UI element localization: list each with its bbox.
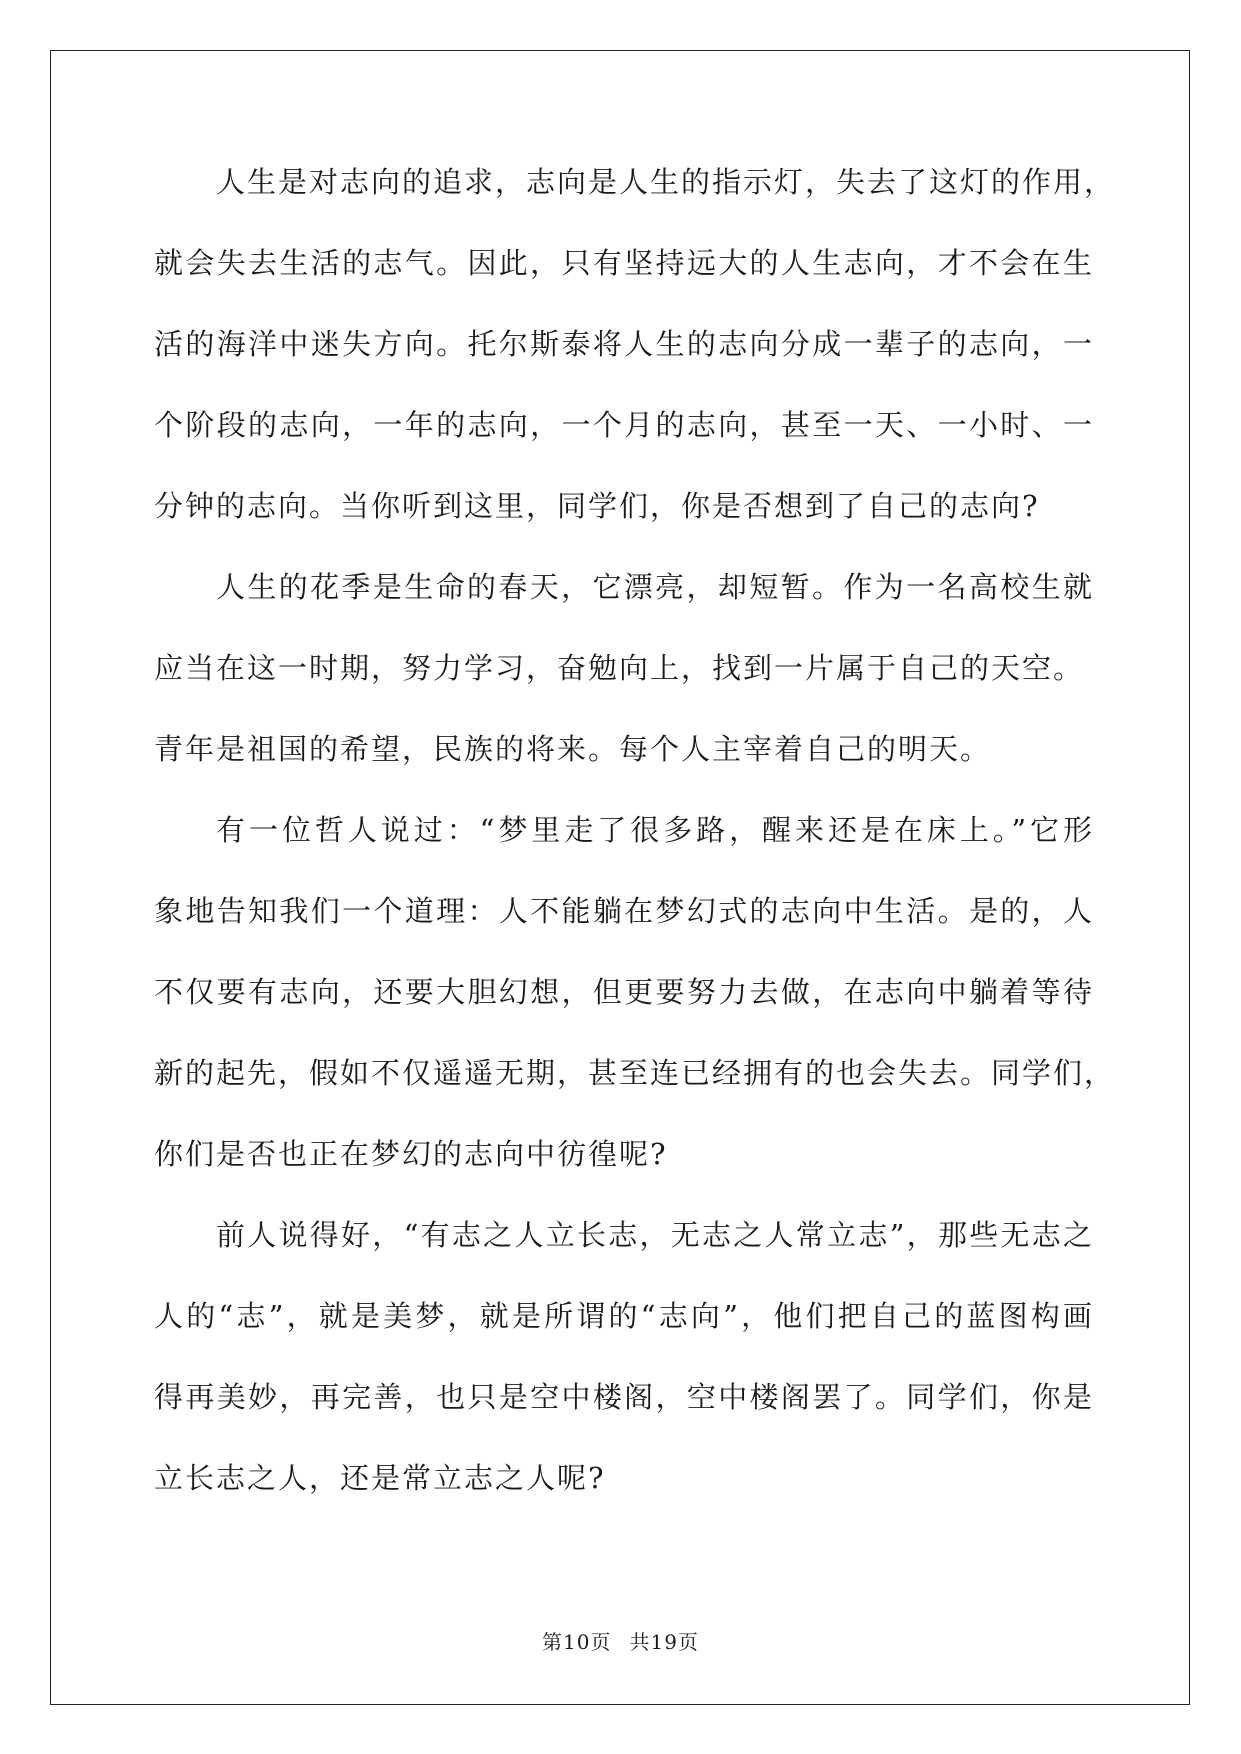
- paragraph-1-line-1: 人生是对志向的追求，志向是人生的指示灯，失去了这灯的作用，: [216, 165, 1116, 199]
- paragraph-3-line-2: 象地告知我们一个道理：人不能躺在梦幻式的志向中生活。是的，人: [154, 894, 1094, 928]
- paragraph-1-line-2: 就会失去生活的志气。因此，只有坚持远大的人生志向，才不会在生: [154, 246, 1094, 280]
- paragraph-3-line-4: 新的起先，假如不仅遥遥无期，甚至连已经拥有的也会失去。同学们，: [154, 1056, 1116, 1090]
- paragraph-4-line-2: 人的“志”，就是美梦，就是所谓的“志向”，他们把自己的蓝图构画: [154, 1299, 1094, 1333]
- document-body: [154, 165, 1116, 1545]
- page-number-current: 第10页: [542, 1630, 612, 1654]
- paragraph-1-line-5: 分钟的志向。当你听到这里，同学们，你是否想到了自己的志向?: [154, 489, 1040, 523]
- paragraph-3-line-3: 不仅要有志向，还要大胆幻想，但更要努力去做，在志向中躺着等待: [154, 975, 1094, 1009]
- paragraph-2-line-2: 应当在这一时期，努力学习，奋勉向上，找到一片属于自己的天空。: [154, 651, 1085, 685]
- paragraph-2-line-3: 青年是祖国的希望，民族的将来。每个人主宰着自己的明天。: [154, 732, 992, 766]
- paragraph-1-line-3: 活的海洋中迷失方向。托尔斯泰将人生的志向分成一辈子的志向，一: [154, 327, 1094, 361]
- paragraph-4-line-1: 前人说得好，“有志之人立长志，无志之人常立志”，那些无志之: [216, 1218, 1094, 1252]
- paragraph-3-line-5: 你们是否也正在梦幻的志向中彷徨呢?: [154, 1137, 668, 1171]
- paragraph-1-line-4: 个阶段的志向，一年的志向，一个月的志向，甚至一天、一小时、一: [154, 408, 1094, 442]
- paragraph-4-line-3: 得再美妙，再完善，也只是空中楼阁，空中楼阁罢了。同学们，你是: [154, 1380, 1094, 1414]
- paragraph-2-line-1: 人生的花季是生命的春天，它漂亮，却短暂。作为一名高校生就: [216, 570, 1094, 604]
- page-number-total: 共19页: [629, 1630, 699, 1654]
- page-footer: [0, 1626, 1241, 1655]
- paragraph-3-line-1: 有一位哲人说过：“梦里走了很多路，醒来还是在床上。”它形: [216, 813, 1094, 847]
- paragraph-4-line-4: 立长志之人，还是常立志之人呢?: [154, 1461, 606, 1495]
